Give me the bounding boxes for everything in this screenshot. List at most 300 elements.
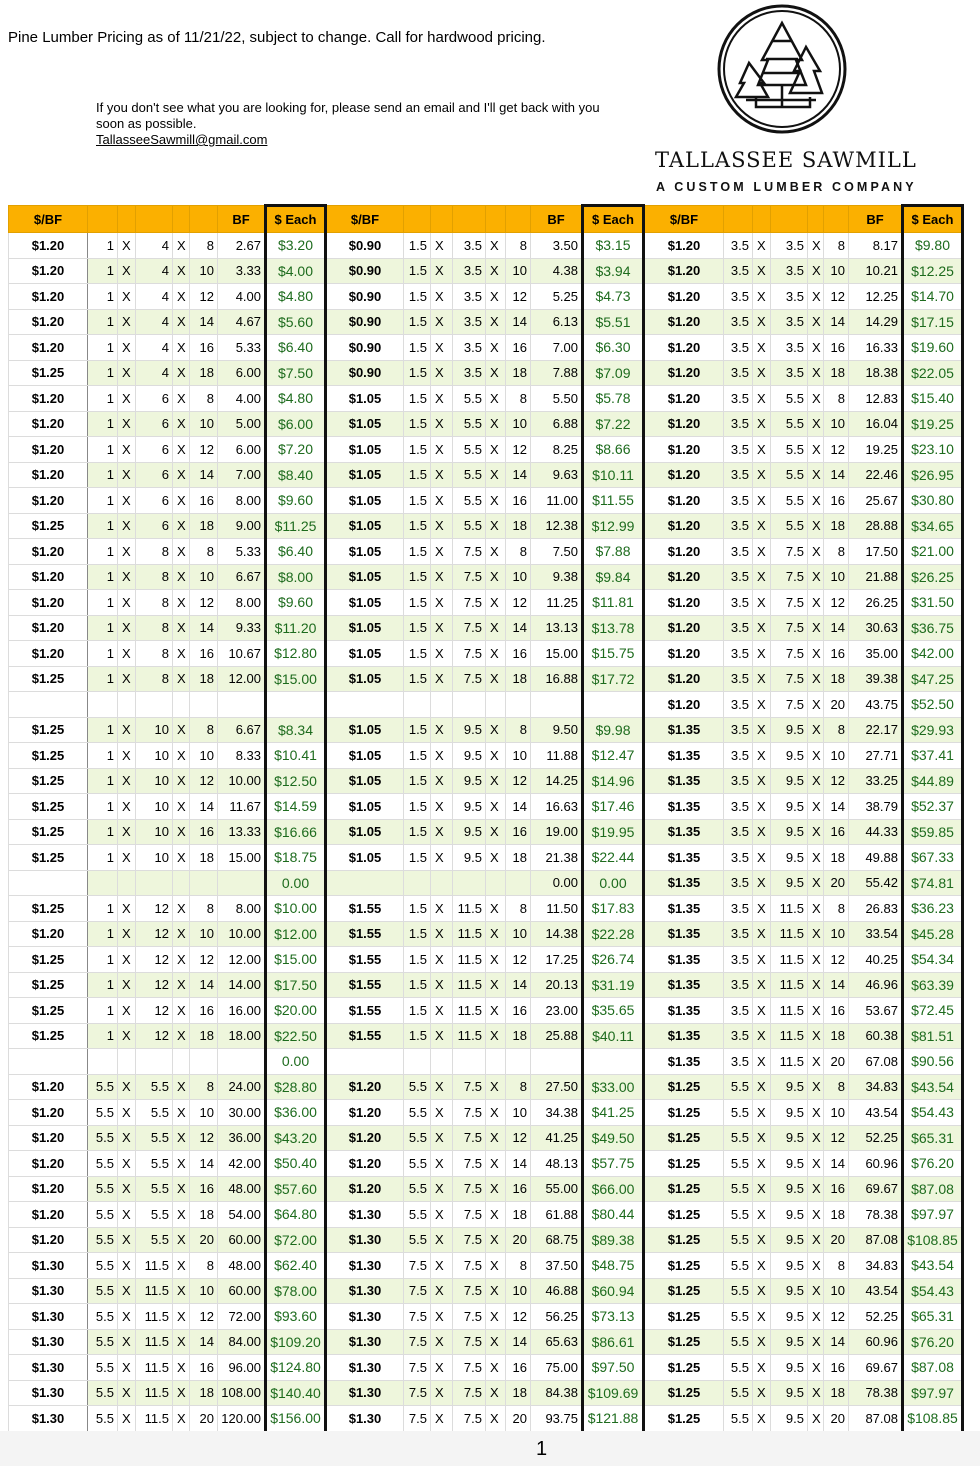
price-each: $11.20	[266, 615, 326, 641]
board-feet: 10.67	[218, 641, 266, 667]
x-separator: X	[808, 360, 824, 386]
x-separator: X	[753, 488, 771, 514]
x-separator: X	[808, 1304, 824, 1330]
price-per-bf: $1.30	[326, 1227, 404, 1253]
price-each: $3.94	[583, 258, 644, 284]
length: 12	[824, 437, 849, 463]
price-per-bf: $0.90	[326, 360, 404, 386]
price-per-bf: $1.35	[644, 768, 724, 794]
price-each: $76.20	[903, 1329, 963, 1355]
x-separator: X	[486, 896, 506, 922]
x-separator: X	[486, 1329, 506, 1355]
thickness: 3.5	[724, 717, 753, 743]
x-separator: X	[808, 972, 824, 998]
board-feet: 43.54	[849, 1278, 903, 1304]
thickness: 5.5	[724, 1355, 753, 1381]
width: 9.5	[771, 1202, 808, 1228]
length: 12	[824, 768, 849, 794]
thickness: 1.5	[404, 845, 431, 871]
header-b	[136, 206, 173, 233]
length: 12	[190, 284, 218, 310]
price-each: $28.80	[266, 1074, 326, 1100]
x-separator: X	[486, 335, 506, 361]
width: 4	[136, 233, 173, 259]
x-separator: X	[431, 1023, 453, 1049]
x-separator: X	[486, 845, 506, 871]
width: 6	[136, 513, 173, 539]
thickness: 1.5	[404, 768, 431, 794]
price-each: $43.54	[903, 1253, 963, 1279]
price-each: $156.00	[266, 1406, 326, 1432]
x-separator: X	[753, 972, 771, 998]
width: 7.5	[771, 666, 808, 692]
price-per-bf: $1.35	[644, 972, 724, 998]
board-feet: 18.00	[218, 1023, 266, 1049]
length: 18	[824, 1202, 849, 1228]
x-separator: X	[753, 437, 771, 463]
board-feet: 55.42	[849, 870, 903, 896]
width: 7.5	[453, 666, 486, 692]
price-per-bf	[9, 1049, 88, 1075]
thickness: 5.5	[724, 1151, 753, 1177]
price-each: $17.15	[903, 309, 963, 335]
x-separator: X	[808, 870, 824, 896]
length: 14	[190, 309, 218, 335]
thickness: 3.5	[724, 947, 753, 973]
board-feet: 4.00	[218, 284, 266, 310]
length: 20	[824, 1227, 849, 1253]
length: 10	[824, 743, 849, 769]
board-feet: 42.00	[218, 1151, 266, 1177]
thickness: 1	[88, 284, 118, 310]
board-feet: 15.00	[218, 845, 266, 871]
width: 4	[136, 335, 173, 361]
length: 10	[824, 564, 849, 590]
header-x2	[486, 206, 506, 233]
length: 16	[506, 998, 531, 1024]
x-separator: X	[808, 233, 824, 259]
length: 12	[506, 284, 531, 310]
thickness: 1.5	[404, 896, 431, 922]
x-separator: X	[173, 564, 190, 590]
board-feet: 35.00	[849, 641, 903, 667]
width: 12	[136, 998, 173, 1024]
table-row	[9, 641, 963, 667]
x-separator: X	[431, 947, 453, 973]
thickness: 3.5	[724, 1023, 753, 1049]
x-separator: X	[173, 1355, 190, 1381]
width: 11.5	[136, 1253, 173, 1279]
board-feet: 38.79	[849, 794, 903, 820]
board-feet: 18.38	[849, 360, 903, 386]
width: 7.5	[453, 1125, 486, 1151]
board-feet: 3.50	[531, 233, 583, 259]
x-separator: X	[431, 1100, 453, 1126]
board-feet: 8.17	[849, 233, 903, 259]
price-per-bf: $1.35	[644, 870, 724, 896]
header-each: $ Each	[903, 206, 963, 233]
price-per-bf: $1.55	[326, 896, 404, 922]
thickness: 5.5	[88, 1202, 118, 1228]
board-feet: 8.25	[531, 437, 583, 463]
price-per-bf: $1.20	[644, 488, 724, 514]
width: 3.5	[453, 360, 486, 386]
price-per-bf: $1.20	[9, 1227, 88, 1253]
width: 3.5	[453, 335, 486, 361]
board-feet: 6.88	[531, 411, 583, 437]
length: 18	[824, 1023, 849, 1049]
price-per-bf: $1.25	[9, 972, 88, 998]
width: 11.5	[136, 1329, 173, 1355]
width: 5.5	[136, 1227, 173, 1253]
x-separator: X	[431, 1253, 453, 1279]
length: 18	[506, 513, 531, 539]
x-separator: X	[753, 539, 771, 565]
x-separator: X	[753, 1406, 771, 1432]
x-separator: X	[808, 615, 824, 641]
length: 10	[506, 743, 531, 769]
board-feet: 6.00	[218, 437, 266, 463]
x-separator: X	[808, 819, 824, 845]
table-row	[9, 870, 963, 896]
width: 7.5	[453, 1176, 486, 1202]
length: 20	[824, 870, 849, 896]
width: 9.5	[453, 794, 486, 820]
x-separator: X	[808, 998, 824, 1024]
width: 5.5	[771, 513, 808, 539]
board-feet: 7.50	[531, 539, 583, 565]
thickness: 1.5	[404, 539, 431, 565]
length: 12	[506, 437, 531, 463]
header-bf: BF	[218, 206, 266, 233]
board-feet: 52.25	[849, 1304, 903, 1330]
price-per-bf: $1.20	[644, 692, 724, 718]
x-separator: X	[118, 845, 136, 871]
price-each: $9.60	[266, 488, 326, 514]
thickness: 5.5	[724, 1329, 753, 1355]
price-each: $7.20	[266, 437, 326, 463]
board-feet: 17.25	[531, 947, 583, 973]
thickness: 3.5	[724, 819, 753, 845]
board-feet: 9.33	[218, 615, 266, 641]
board-feet: 55.00	[531, 1176, 583, 1202]
price-each: $8.34	[266, 717, 326, 743]
price-per-bf: $1.55	[326, 921, 404, 947]
board-feet: 16.33	[849, 335, 903, 361]
thickness: 7.5	[404, 1253, 431, 1279]
thickness: 1	[88, 462, 118, 488]
width: 9.5	[771, 1253, 808, 1279]
price-per-bf: $1.20	[9, 1074, 88, 1100]
price-each: $26.25	[903, 564, 963, 590]
length: 14	[190, 615, 218, 641]
length: 18	[824, 513, 849, 539]
price-per-bf: $1.20	[644, 462, 724, 488]
thickness: 1	[88, 539, 118, 565]
price-each: $4.80	[266, 386, 326, 412]
price-per-bf: $1.20	[644, 666, 724, 692]
length: 10	[824, 411, 849, 437]
thickness: 5.5	[724, 1176, 753, 1202]
thickness: 5.5	[404, 1227, 431, 1253]
width: 7.5	[453, 1202, 486, 1228]
price-per-bf: $1.30	[9, 1406, 88, 1432]
x-separator: X	[431, 896, 453, 922]
x-separator: X	[753, 1380, 771, 1406]
header-b	[453, 206, 486, 233]
width: 9.5	[453, 768, 486, 794]
width: 5.5	[453, 386, 486, 412]
board-feet	[531, 1049, 583, 1075]
board-feet: 93.75	[531, 1406, 583, 1432]
x-separator: X	[431, 437, 453, 463]
price-each: $17.50	[266, 972, 326, 998]
price-per-bf: $1.25	[644, 1202, 724, 1228]
board-feet: 49.88	[849, 845, 903, 871]
length: 12	[824, 1304, 849, 1330]
price-each: $76.20	[903, 1151, 963, 1177]
header-bf: BF	[531, 206, 583, 233]
board-feet: 14.00	[218, 972, 266, 998]
length: 12	[824, 590, 849, 616]
thickness: 3.5	[724, 896, 753, 922]
price-each: $17.46	[583, 794, 644, 820]
thickness: 1.5	[404, 386, 431, 412]
width: 7.5	[453, 1151, 486, 1177]
price-per-bf: $1.30	[9, 1253, 88, 1279]
x-separator: X	[486, 462, 506, 488]
x-separator: X	[118, 564, 136, 590]
table-row	[9, 1074, 963, 1100]
x-separator: X	[118, 1100, 136, 1126]
board-feet: 43.75	[849, 692, 903, 718]
width: 6	[136, 386, 173, 412]
x-separator: X	[431, 233, 453, 259]
length: 10	[190, 1100, 218, 1126]
board-feet: 46.88	[531, 1278, 583, 1304]
x-separator: X	[808, 641, 824, 667]
price-per-bf: $1.20	[326, 1074, 404, 1100]
table-row	[9, 666, 963, 692]
table-row	[9, 1049, 963, 1075]
width: 4	[136, 360, 173, 386]
length: 10	[190, 564, 218, 590]
width: 7.5	[453, 1380, 486, 1406]
x-separator: X	[808, 896, 824, 922]
x-separator: X	[808, 437, 824, 463]
x-separator: X	[431, 1176, 453, 1202]
price-each: $14.96	[583, 768, 644, 794]
length: 12	[506, 768, 531, 794]
board-feet: 21.38	[531, 845, 583, 871]
x-separator: X	[753, 998, 771, 1024]
width	[453, 1049, 486, 1075]
x-separator: X	[753, 819, 771, 845]
email-link[interactable]: TallasseeSawmill@gmail.com	[96, 132, 268, 147]
x-separator: X	[753, 1023, 771, 1049]
x-separator: X	[753, 1253, 771, 1279]
width: 3.5	[771, 258, 808, 284]
price-each: $13.78	[583, 615, 644, 641]
x-separator: X	[431, 819, 453, 845]
x-separator: X	[753, 411, 771, 437]
thickness	[88, 1049, 118, 1075]
x-separator: X	[753, 335, 771, 361]
width: 12	[136, 972, 173, 998]
table-row	[9, 437, 963, 463]
price-per-bf: $1.20	[9, 258, 88, 284]
board-feet: 5.50	[531, 386, 583, 412]
width	[136, 870, 173, 896]
price-per-bf: $1.20	[644, 309, 724, 335]
length: 10	[190, 258, 218, 284]
table-row	[9, 1151, 963, 1177]
board-feet: 16.88	[531, 666, 583, 692]
thickness: 5.5	[88, 1329, 118, 1355]
price-per-bf: $1.30	[326, 1278, 404, 1304]
price-each: $80.44	[583, 1202, 644, 1228]
board-feet: 24.00	[218, 1074, 266, 1100]
width: 5.5	[136, 1202, 173, 1228]
brand-name: TALLASSEE SAWMILL	[655, 148, 917, 172]
price-each: $97.50	[583, 1355, 644, 1381]
width: 9.5	[771, 1380, 808, 1406]
header-price: $/BF	[644, 206, 724, 233]
x-separator: X	[431, 921, 453, 947]
board-feet: 61.88	[531, 1202, 583, 1228]
board-feet: 6.67	[218, 564, 266, 590]
x-separator: X	[118, 1227, 136, 1253]
price-per-bf: $0.90	[326, 284, 404, 310]
board-feet: 43.54	[849, 1100, 903, 1126]
price-per-bf: $1.25	[9, 794, 88, 820]
thickness: 1	[88, 717, 118, 743]
price-each: $22.05	[903, 360, 963, 386]
price-each: $49.50	[583, 1125, 644, 1151]
table-row	[9, 947, 963, 973]
price-each: $37.41	[903, 743, 963, 769]
price-each: $5.78	[583, 386, 644, 412]
table-row	[9, 488, 963, 514]
x-separator: X	[486, 284, 506, 310]
price-per-bf: $1.25	[9, 360, 88, 386]
price-per-bf: $1.25	[9, 947, 88, 973]
length: 8	[824, 386, 849, 412]
price-per-bf: $0.90	[326, 233, 404, 259]
width: 7.5	[453, 1253, 486, 1279]
length	[506, 870, 531, 896]
header-a	[724, 206, 753, 233]
length: 12	[190, 947, 218, 973]
x-separator: X	[486, 998, 506, 1024]
thickness: 3.5	[724, 360, 753, 386]
length: 8	[190, 233, 218, 259]
x-separator: X	[118, 386, 136, 412]
price-per-bf: $1.25	[9, 768, 88, 794]
thickness: 5.5	[88, 1074, 118, 1100]
width: 5.5	[771, 411, 808, 437]
board-feet	[218, 1049, 266, 1075]
thickness: 1	[88, 819, 118, 845]
table-row	[9, 1355, 963, 1381]
table-row	[9, 233, 963, 259]
price-per-bf: $1.20	[9, 462, 88, 488]
length: 14	[824, 309, 849, 335]
board-feet: 84.38	[531, 1380, 583, 1406]
price-each: $73.13	[583, 1304, 644, 1330]
thickness: 5.5	[88, 1380, 118, 1406]
board-feet: 22.46	[849, 462, 903, 488]
price-per-bf: $1.20	[9, 590, 88, 616]
x-separator: X	[118, 1074, 136, 1100]
length: 8	[506, 717, 531, 743]
price-per-bf	[9, 692, 88, 718]
board-feet: 39.38	[849, 666, 903, 692]
x-separator: X	[808, 768, 824, 794]
x-separator: X	[173, 972, 190, 998]
x-separator: X	[753, 1278, 771, 1304]
page-footer	[0, 1431, 980, 1466]
length: 20	[506, 1227, 531, 1253]
thickness: 3.5	[724, 590, 753, 616]
x-separator: X	[753, 666, 771, 692]
price-each: $10.41	[266, 743, 326, 769]
board-feet: 12.38	[531, 513, 583, 539]
board-feet: 30.63	[849, 615, 903, 641]
length: 10	[824, 921, 849, 947]
x-separator: X	[753, 258, 771, 284]
price-per-bf: $1.20	[644, 615, 724, 641]
price-per-bf: $1.20	[644, 437, 724, 463]
board-feet: 9.63	[531, 462, 583, 488]
thickness: 1.5	[404, 411, 431, 437]
length: 12	[506, 1304, 531, 1330]
x-separator: X	[753, 947, 771, 973]
price-each: $31.19	[583, 972, 644, 998]
width: 11.5	[453, 947, 486, 973]
x-separator: X	[486, 972, 506, 998]
board-feet: 11.00	[531, 488, 583, 514]
board-feet: 48.00	[218, 1253, 266, 1279]
length: 14	[190, 1329, 218, 1355]
price-per-bf: $1.30	[9, 1278, 88, 1304]
price-per-bf: $1.35	[644, 1023, 724, 1049]
price-each: $11.25	[266, 513, 326, 539]
price-each: $9.60	[266, 590, 326, 616]
board-feet: 96.00	[218, 1355, 266, 1381]
board-feet: 14.25	[531, 768, 583, 794]
price-each: $109.20	[266, 1329, 326, 1355]
thickness: 5.5	[88, 1406, 118, 1432]
x-separator: X	[173, 1151, 190, 1177]
thickness: 3.5	[724, 335, 753, 361]
x-separator: X	[808, 564, 824, 590]
price-each: $7.09	[583, 360, 644, 386]
price-per-bf: $1.25	[9, 896, 88, 922]
length: 8	[190, 1253, 218, 1279]
length: 18	[190, 1023, 218, 1049]
price-each: $19.95	[583, 819, 644, 845]
price-per-bf: $1.35	[644, 794, 724, 820]
price-per-bf: $1.30	[326, 1355, 404, 1381]
x-separator: X	[431, 513, 453, 539]
x-separator: X	[173, 1304, 190, 1330]
x-separator: X	[173, 258, 190, 284]
width: 9.5	[771, 1074, 808, 1100]
x-separator: X	[753, 1355, 771, 1381]
header-a	[404, 206, 431, 233]
price-each: $93.60	[266, 1304, 326, 1330]
